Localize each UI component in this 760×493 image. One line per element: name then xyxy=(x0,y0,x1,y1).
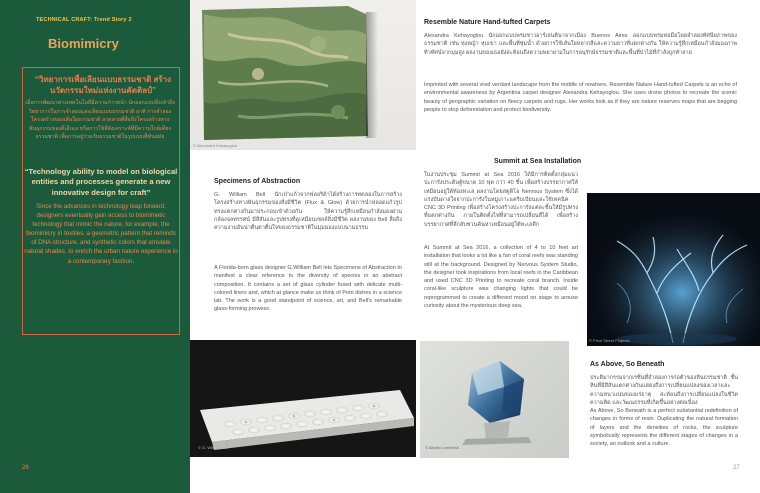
page-number-right: 27 xyxy=(733,465,740,471)
specimens-english-text: A Florida-born glass designer G.William Bell lets Specimens of Abstraction to manifest a clear reference to the diversity of species in an abstract composition. It contains a set of glass cylinder fused with delicate multi-colored liners and, which at glance make us think of Petri dishes in a science lab. The work is a good standpoint of science, art, and Bell's remarkable glass-forming prowess. xyxy=(214,265,402,313)
heading-carpets: Resemble Nature Hand-tufted Carpets xyxy=(424,19,551,26)
page-title: Biomimicry xyxy=(48,36,119,51)
resin-crystal-photo xyxy=(420,341,569,458)
specimens-thai-text: G. William Bell นักเป่าแก้วจากฟลอริด้าได้สร้างการทดลองในการสร้างโครงสร้างทางพันธุกรรมของสิ่งมีชีวิต (Flux & Glow) ด้วยการนำหลอดแก้วรูปทรงแตกต่างกันมาประกอบเข้าด้วยกัน ให้ความรู้สึกเหมือนกำลังมองผ่านกล้องจุลทรรศน์ มีสีสันและรูปทรงที่ดูเหมือนเซลล์สิ่งมีชีวิต ผลงานของ Bell สื่อถึงความงามอันน่าตื่นตาตื่นใจของธรรมชาติในมุมมองแบบนามธรรม xyxy=(214,192,402,232)
photo-credit-carpet: © Alexandra Kehayoglou xyxy=(193,143,238,148)
photo-credit-crystal: © Alberto Lembeck xyxy=(425,445,459,450)
carpets-english-text: Imprinted with several vivid verdant landscape from the middle of nowhere, Resemble Nature Hand-tufted Carpets is an echo of environmental awareness by Argentina carpet designer Alexandra Kehayoglou. She uses drone photos to recreate the scenic beauty of geographic variation on fleecy carpets and rugs. Her works look as if they are nature reserves maps that are begging people to stop deforestation and protect biodiversity. xyxy=(424,82,737,113)
landscape-carpet-image xyxy=(198,4,378,142)
thai-intro-text: เมื่อการพัฒนาทางเทคโนโลยีมีความก้าวหน้า นักออกแบบจึงเข้าถึงวิทยาการในการจำลองและเลียนแบบธรรมชาติ อาทิ การจำลองโครงสร้างของเส้นใยธรรมชาติ ลวดลายที่สื่อถึงโครงสร้างทางพันธุกรรมของดีเอ็นเอ หรือการใช้สีสังเคราะห์ที่มีความใกล้เคียงธรรมชาติ เพื่อการอยู่ร่วมกับธรรมชาติในรูปแบบที่ทันสมัย xyxy=(25,100,175,141)
heading-summit: Summit at Sea Installation xyxy=(494,158,582,165)
glass-cylinders-image xyxy=(190,340,416,457)
photo-credit-coral: © Price Street Projects xyxy=(589,338,630,343)
petri-dish-sculpture-photo xyxy=(190,340,416,457)
as-above-thai-text: ประติมากรรมจากเรซิ่นที่จำลองการก่อตัวของหินธรรมชาติ ชั้นหินที่มีสีสันแตกต่างกันแสดงถึงการเปลี่ยนแปลงของเวลาและความหนาแน่นของแร่ธาตุ สะท้อนถึงการเปลี่ยนแปลงในชีวิต ความคิด และวัฒนธรรมที่เกิดขึ้นอย่างต่อเนื่อง xyxy=(590,375,738,406)
heading-specimens: Specimens of Abstraction xyxy=(214,178,301,185)
english-intro-text: Since the advances in technology leap forward, designers eventually gain access to biomimetic technology that mimic the nature, for example, the biomimicry in textiles, a geometric pattern that reminds of DNA structure, and synthetic colors that emulate natural shades, to enrich the urban nature experience in a contemporary fashion. xyxy=(24,203,178,265)
as-above-english-text: As Above, So Beneath is a perfect substantial redefinition of changes in forms of resin. Duplicating the natural formation of layers and the densities of rocks, the sculpture symbolically represents the different stages of changes in a society, an outlook and a culture. xyxy=(590,408,738,448)
english-pull-quote: “Technology ability to model on biological entities and processes generate a new innovative design for craft” xyxy=(24,167,178,197)
photo-credit-petri: © G. William Bell xyxy=(198,445,229,450)
summit-thai-text: ในงานประชุม Summit at Sea 2016 ได้มีการติดตั้งกลุ่มแนวปะการังประดิษฐ์ขนาด 10 ฟุต กว่า 40 ชิ้น เพื่อสร้างบรรยากาศให้เหมือนอยู่ใต้ท้องทะเล ผลงานโดยสตูดิโอ Nervous System ซึ่งได้แรงบันดาลใจจากปะการังในหมู่เกาะแคริบเบียนและใช้เทคนิค CNC 3D Printing เพื่อสร้างโครงสร้างปะการังแต่ละชิ้นให้มีรูปทรงที่แตกต่างกัน ภายในติดตั้งไฟที่สามารถเปลี่ยนสีได้ เพื่อสร้างบรรยากาศที่ลึกลับชวนค้นหาเหมือนอยู่ใต้ทะเลลึก xyxy=(424,172,578,228)
carpet-artwork-photo xyxy=(190,0,416,150)
blue-resin-crystal-image xyxy=(420,341,569,458)
heading-as-above: As Above, So Beneath xyxy=(590,361,665,368)
glowing-coral-image xyxy=(587,193,760,346)
page-number-left: 26 xyxy=(22,465,29,471)
thai-pull-quote: “วิทยาการเพื่อเลียนแบบธรรมชาติ สร้างนวัตกรรมใหม่แห่งงานคัตติลป์” xyxy=(34,75,172,95)
coral-installation-photo xyxy=(587,193,760,346)
section-kicker: TECHNICAL CRAFT: Trend Story 2 xyxy=(36,17,132,23)
summit-english-text: At Summit at Sea 2016, a collection of 4 to 10 feet art installation that looks a lot like a fan of coral reefs was standing still at the background. Designed by Nervous System Studio, the designer took inspirations from local reefs in the Caribbean and used CNC 3D Printing to recreate coral branch. Inside coral-like sculpture was changing lights that could be reprogrammed to create a different mood on stage to arouse curiosity about the mysterious deep sea. xyxy=(424,245,578,310)
carpets-thai-text: Alexandra Kehayoglou นักออกแบบพรมชาวอาร์เจนตินาจากเมือง Buenos Aires ออกแบบพรมทอมือโดยจำลองทัศนียภาพของธรรมชาติ เช่น ทุ่งหญ้า หุบเขา และพื้นที่ชุ่มน้ำ ด้วยการใช้เส้นใยหลากสีและความยาวที่แตกต่างกัน ให้ความรู้สึกเหมือนกำลังมองภาพทิวทัศน์จากมุมสูง ผลงานของเธอยังสะท้อนถึงความพยายามในการอนุรักษ์ธรรมชาติและพื้นที่ป่าไม้ที่กำลังถูกทำลาย xyxy=(424,33,737,56)
